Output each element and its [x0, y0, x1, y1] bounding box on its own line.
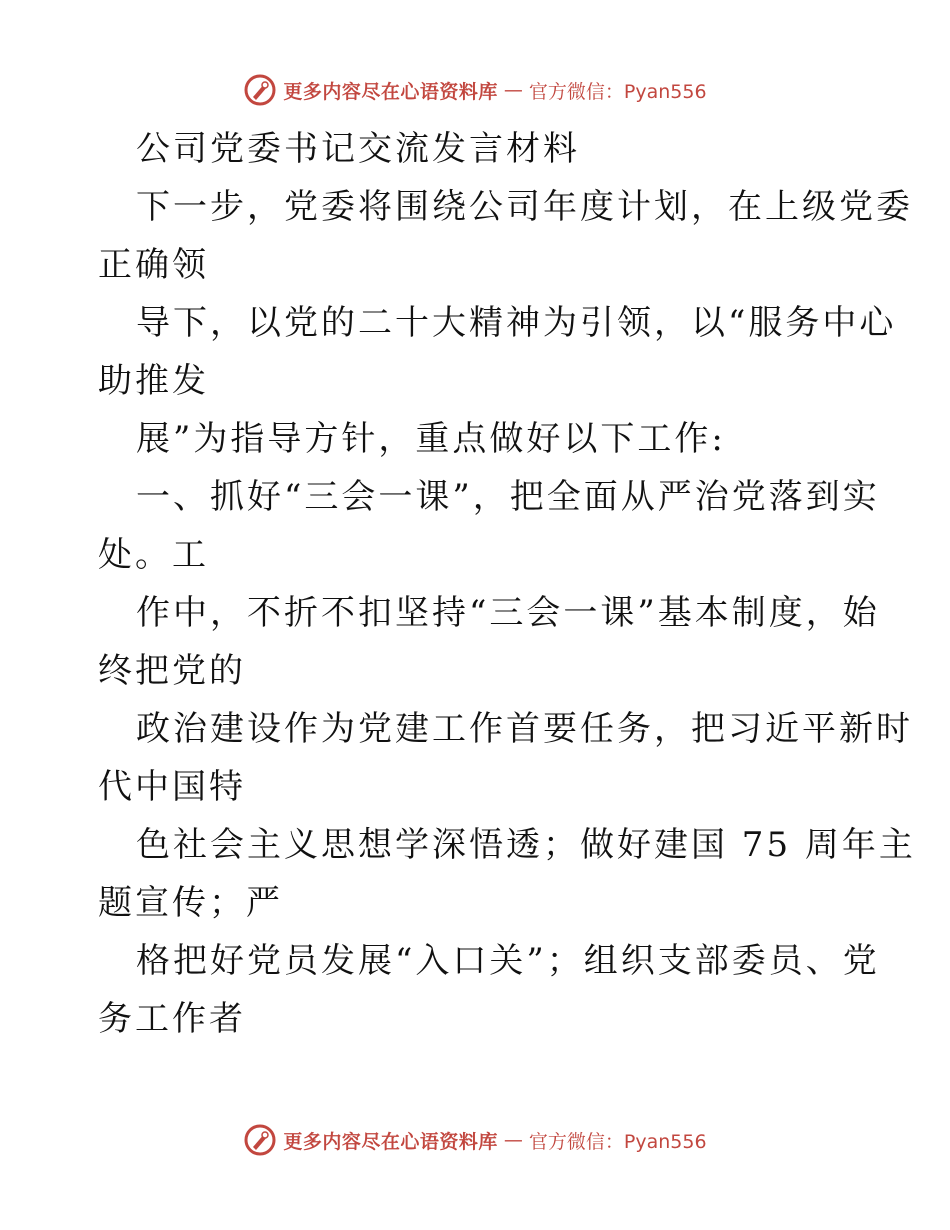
banner-wechat-id: 官方微信：Pyan556 — [528, 80, 707, 103]
paragraph-line: 助推发 — [98, 361, 209, 401]
paragraph-line: 政治建设作为党建工作首要任务，把习近平新时 — [136, 709, 913, 749]
banner-wechat-id: 官方微信：Pyan556 — [528, 1130, 707, 1153]
banner-site-name: 更多内容尽在心语资料库 — [283, 1130, 498, 1153]
paragraph-line: 题宣传；严 — [98, 883, 283, 923]
paragraph-line: 展”为指导方针，重点做好以下工作: — [136, 419, 726, 459]
document-title: 公司党委书记交流发言材料 — [136, 129, 580, 169]
paragraph-line: 导下，以党的二十大精神为引领，以“服务中心 — [136, 303, 897, 343]
footer-watermark-banner — [0, 1120, 950, 1160]
paragraph-line: 代中国特 — [98, 767, 246, 807]
paragraph-line: 务工作者 — [98, 999, 246, 1039]
banner-separator: — — [503, 1129, 523, 1151]
paragraph-line: 终把党的 — [98, 651, 246, 691]
paragraph-line: 下一步，党委将围绕公司年度计划，在上级党委 — [136, 187, 913, 227]
document-body — [98, 120, 916, 1048]
pen-nib-logo-icon — [243, 73, 277, 107]
pen-nib-logo-icon — [243, 1123, 277, 1157]
banner-site-name: 更多内容尽在心语资料库 — [283, 80, 498, 103]
section-heading-line: 一、抓好“三会一课”，把全面从严治党落到实 — [136, 477, 880, 517]
banner-separator: — — [503, 79, 523, 101]
paragraph-line: 处。工 — [98, 535, 209, 575]
paragraph-line: 作中，不折不扣坚持“三会一课”基本制度，始 — [136, 593, 880, 633]
header-watermark-banner — [0, 70, 950, 110]
paragraph-line: 格把好党员发展“入口关”；组织支部委员、党 — [136, 941, 880, 981]
paragraph-line: 色社会主义思想学深悟透；做好建国 75 周年主 — [136, 825, 916, 865]
paragraph-line: 正确领 — [98, 245, 209, 285]
